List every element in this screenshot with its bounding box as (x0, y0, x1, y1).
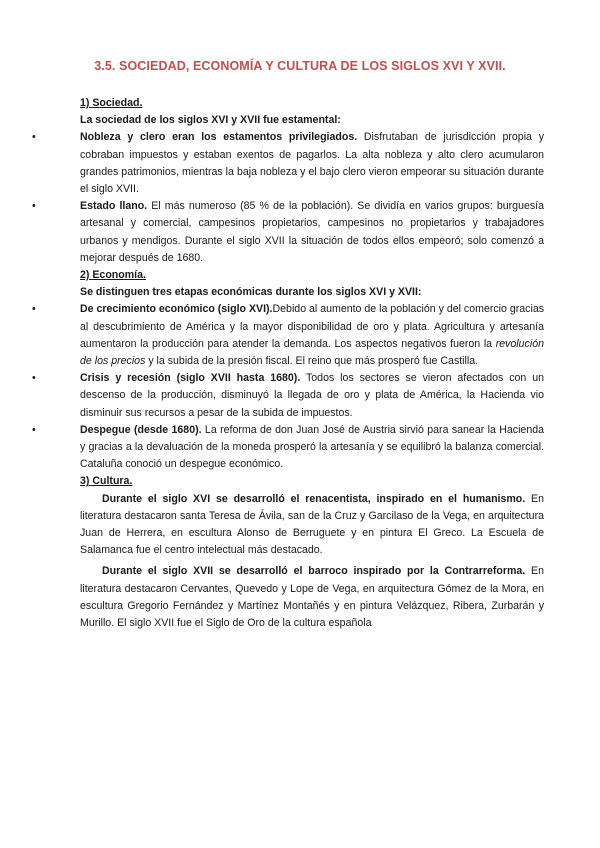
section-heading-sociedad: 1) Sociedad. (80, 97, 143, 109)
item-text: Todos los sectores se vieron afectados con un descenso de la producción, disminuyó la llegada de oro y plata de América, la Hacienda vio disminuir sus recursos a pesar de la subida de impuestos. (80, 372, 544, 419)
paragraph-text: En literatura destacaron santa Teresa de Ávila, san de la Cruz y Garcilaso de la Vega, en arquitectura Juan de Herrera, en escultura Alonso de Berruguete y en pintura El Greco. La Escuela de Salamanca fue el centro intelectual más destacado. (80, 492, 545, 557)
economia-list (32, 301, 545, 473)
bullet-icon: • (32, 131, 36, 144)
bullet-icon: • (32, 423, 36, 436)
list-item (32, 370, 544, 422)
page-title: 3.5. SOCIEDAD, ECONOMÍA Y CULTURA DE LOS SIGLOS XVI Y XVII. (94, 59, 506, 73)
item-bold: Estado llano. (80, 200, 148, 213)
item-bold: De crecimiento económico (siglo XVI). (80, 303, 273, 316)
cultura-paragraph-1 (80, 491, 544, 560)
item-bold: Despegue (desde 1680). (80, 423, 202, 436)
bullet-icon: • (32, 200, 36, 213)
item-text: Disfrutaban de jurisdicción propia y cobraban impuestos y estaban exentos de pagarlos. La alta nobleza y alto clero acumularon grandes patrimonios, mientras la baja nobleza y el bajo clero vieron empeorar su situación durante el siglo XVII. (80, 131, 544, 196)
item-text: El más numeroso (85 % de la población). Se dividía en varios grupos: burguesía artesanal y comercial, campesinos propietarios, campesinos no propietarios y trabajadores urbanos y mendigos. Durante el siglo XVII la situación de todos ellos empeoró; solo comenzó a mejorar después de 1680. (80, 200, 544, 264)
section-heading-economia: 2) Economía. (80, 269, 146, 282)
section-intro-economia: Se distinguen tres etapas económicas durante los siglos XVI y XVII: (80, 286, 422, 299)
item-text: y la subida de la presión fiscal. El reino que más prosperó fue Castilla. (145, 355, 479, 368)
section-intro-sociedad: La sociedad de los siglos XVI y XVII fue estamental: (80, 114, 341, 127)
paragraph-bold: Durante el siglo XVI se desarrolló el renacentista, inspirado en el humanismo. (102, 492, 526, 505)
section-heading-cultura: 3) Cultura. (80, 475, 133, 488)
item-text: Debido al aumento de la población y del comercio gracias al descubrimiento de América y la mayor disponibilidad de oro y plata. Agricultura y artesanía aumentaron la producción para atender la demanda. Los aspectos negativos fueron la (80, 303, 545, 350)
paragraph-bold: Durante el siglo XVII se desarrolló el barroco inspirado por la Contrarreforma. (102, 565, 526, 578)
bullet-icon: • (32, 372, 36, 385)
item-bold: Nobleza y clero eran los estamentos privilegiados. (80, 131, 358, 144)
list-item (32, 198, 544, 267)
paragraph-text: En literatura destacaron Cervantes, Quevedo y Lope de Vega, en arquitectura Gómez de la Mora, en escultura Gregorio Fernández y Martínez Montañés y en pintura Velázquez, Ribera, Zurbarán y Murillo. El siglo XVII fue el Siglo de Oro de la cultura española (80, 565, 545, 630)
list-item (32, 129, 544, 198)
bullet-icon: • (32, 303, 36, 316)
document-body (32, 95, 545, 632)
sociedad-list (32, 129, 544, 267)
item-bold: Crisis y recesión (siglo XVII hasta 1680). (80, 372, 301, 385)
item-italic: revolución de los precios (80, 337, 544, 368)
list-item (32, 301, 545, 370)
item-text: La reforma de don Juan José de Austria sirvió para sanear la Hacienda y gracias a la devaluación de la moneda prosperó la artesanía y se equilibró la balanza comercial. Cataluña conoció un despegue económico. (80, 423, 544, 471)
cultura-paragraph-2 (80, 563, 544, 632)
list-item (32, 422, 544, 474)
